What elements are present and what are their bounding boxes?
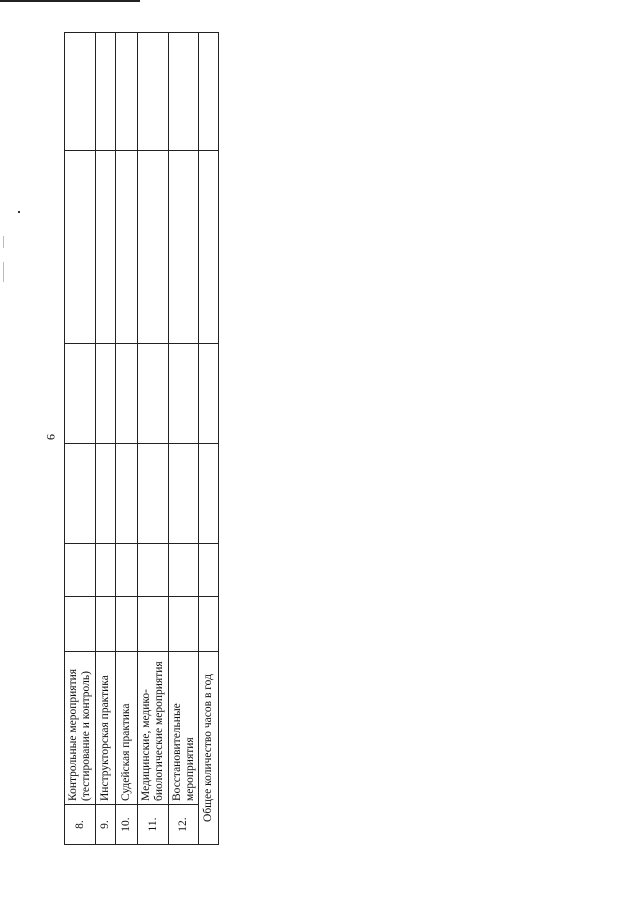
table-cell: [138, 151, 169, 344]
table-cell: [116, 544, 138, 597]
table-cell: [199, 597, 219, 652]
table-cell: [199, 151, 219, 344]
table-cell: [65, 151, 96, 344]
table-row: [116, 33, 138, 845]
table-cell: [96, 33, 116, 151]
rotated-table-frame: [64, 33, 218, 845]
table-cell: [65, 344, 96, 444]
table-cell: [138, 544, 169, 597]
table-cell: [169, 444, 199, 544]
total-row: [199, 33, 219, 845]
row-number: 9.: [96, 805, 116, 845]
margin-mark: [3, 236, 4, 248]
training-plan-table: [64, 32, 219, 845]
table-cell: [65, 33, 96, 151]
table-cell: [116, 444, 138, 544]
row-number: 11.: [138, 805, 169, 845]
table-cell: [116, 597, 138, 652]
table-cell: [199, 444, 219, 544]
page-number: 9: [44, 434, 58, 440]
total-label: Общее количество часов в год: [199, 652, 219, 845]
row-name: Судейская практика: [116, 652, 138, 805]
table-row: [65, 33, 96, 845]
table-row: [96, 33, 116, 845]
table-cell: [65, 597, 96, 652]
table-cell: [199, 544, 219, 597]
row-number: 12.: [169, 805, 199, 845]
row-name: Восстановительные мероприятия: [169, 652, 199, 805]
table-cell: [116, 33, 138, 151]
table-cell: [96, 444, 116, 544]
table-cell: [96, 344, 116, 444]
table-cell: [169, 33, 199, 151]
row-number: 8.: [65, 805, 96, 845]
table-cell: [138, 597, 169, 652]
row-name: Контрольные мероприятия (тестирование и контроль): [65, 652, 96, 805]
table-cell: [169, 597, 199, 652]
table-cell: [138, 33, 169, 151]
table-cell: [138, 444, 169, 544]
row-name: Инструкторская практика: [96, 652, 116, 805]
table-cell: [65, 444, 96, 544]
table-cell: [96, 151, 116, 344]
top-rule: [0, 0, 140, 2]
row-name: Медицинские, медико-биологические мероприятия: [138, 652, 169, 805]
table-cell: [169, 151, 199, 344]
margin-mark: [3, 262, 4, 282]
table-cell: [199, 33, 219, 151]
table-cell: [96, 544, 116, 597]
table-cell: [199, 344, 219, 444]
table-cell: [116, 151, 138, 344]
row-number: 10.: [116, 805, 138, 845]
table-row: [169, 33, 199, 845]
scan-speck: [18, 211, 20, 213]
table-cell: [138, 344, 169, 444]
table-cell: [169, 344, 199, 444]
table-cell: [116, 344, 138, 444]
table-row: [138, 33, 169, 845]
table-cell: [96, 597, 116, 652]
table-cell: [65, 544, 96, 597]
table-cell: [169, 544, 199, 597]
